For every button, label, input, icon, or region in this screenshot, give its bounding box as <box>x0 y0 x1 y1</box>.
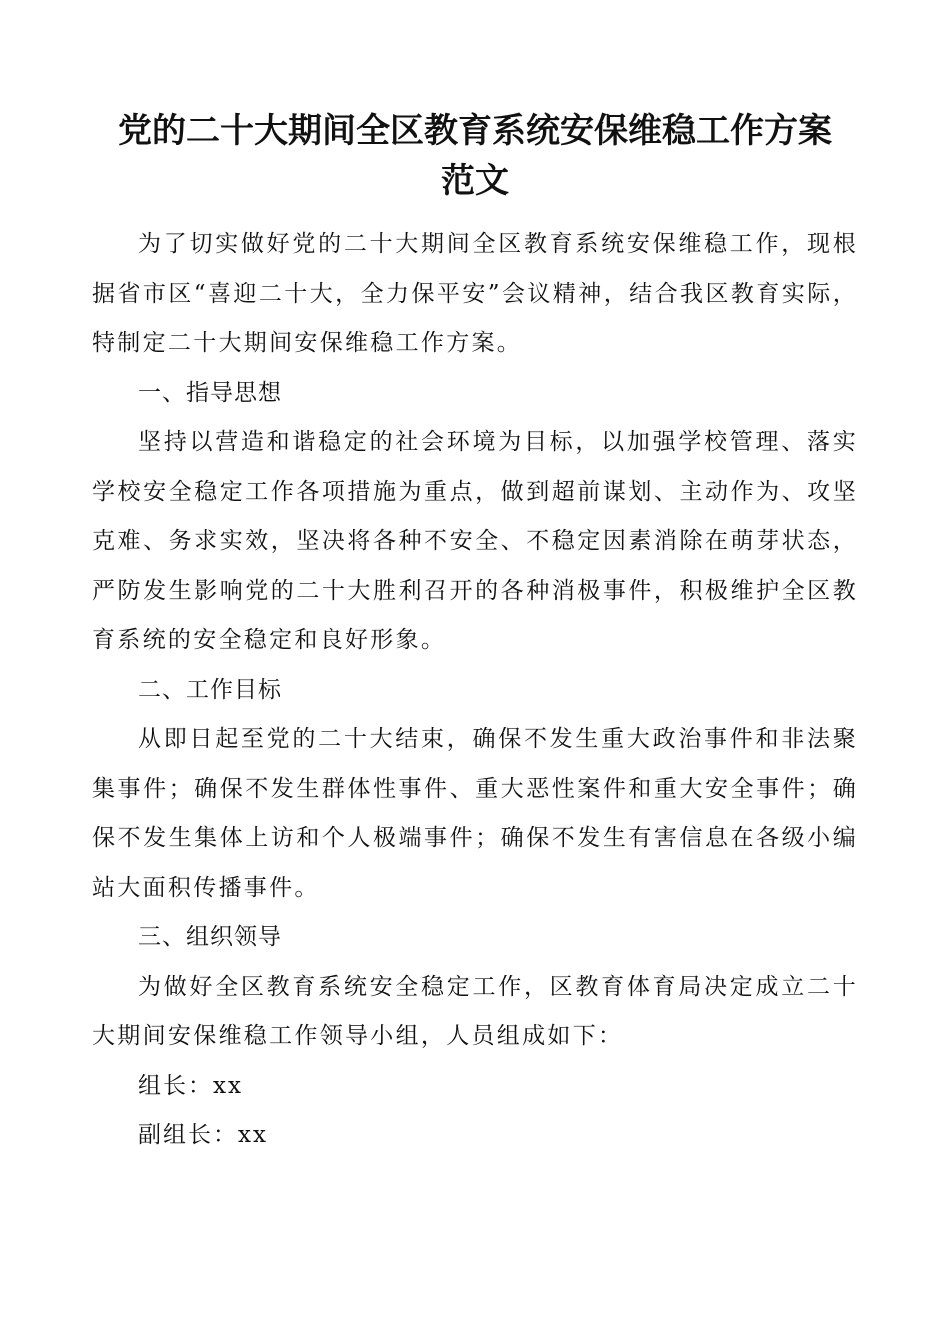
section-heading-organization: 三、组织领导 <box>138 924 282 950</box>
title-line-2: 范文 <box>441 161 509 201</box>
section-heading-work-goals: 二、工作目标 <box>138 676 282 703</box>
deputy-leader-line: 副组长：xx <box>138 1122 268 1148</box>
section-heading-guiding-ideology: 一、指导思想 <box>138 379 282 406</box>
section-body-work-goals: 从即日起至党的二十大结束，确保不发生重大政治事件和非法聚集事件；确保不发生群体性事件、重大恶性案件和重大安全事件；确保不发生集体上访和个人极端事件；确保不发生有害信息在各级小编站大面积传播事件。 <box>92 726 858 901</box>
section-body-guiding-ideology: 坚持以营造和谐稳定的社会环境为目标，以加强学校管理、落实学校安全稳定工作各项措施为重点，做到超前谋划、主动作为、攻坚克难、务求实效，坚决将各种不安全、不稳定因素消除在萌芽状态，严防发生影响党的二十大胜利召开的各种消极事件，积极维护全区教育系统的安全稳定和良好形象。 <box>92 429 858 653</box>
intro-paragraph: 为了切实做好党的二十大期间全区教育系统安保维稳工作，现根据省市区“喜迎二十大，全力保平安”会议精神，结合我区教育实际，特制定二十大期间安保维稳工作方案。 <box>92 231 858 356</box>
section-body-organization: 为做好全区教育系统安全稳定工作，区教育体育局决定成立二十大期间安保维稳工作领导小组，人员组成如下： <box>92 973 858 1049</box>
title-line-1: 党的二十大期间全区教育系统安保维稳工作方案 <box>118 111 832 151</box>
document-title <box>92 106 858 206</box>
leader-line: 组长：xx <box>138 1072 243 1099</box>
